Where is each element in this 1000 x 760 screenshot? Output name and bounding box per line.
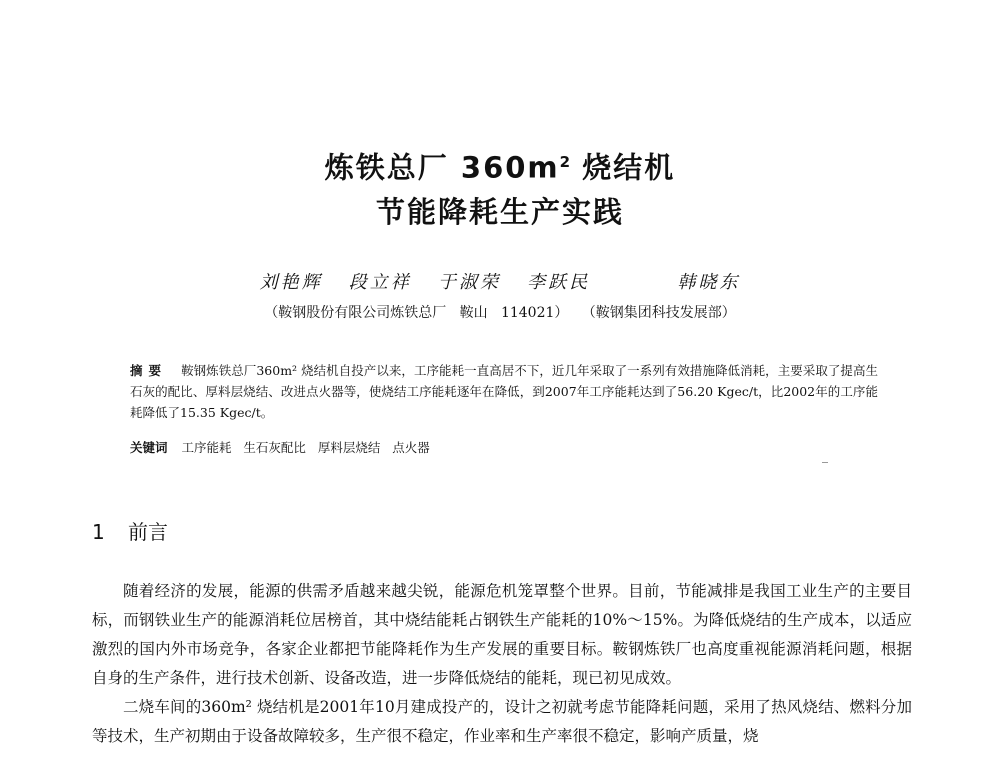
body-text: [92, 577, 912, 751]
keywords-label: 关键词: [130, 440, 168, 455]
paper-title: [0, 140, 1000, 234]
abstract: [130, 360, 878, 423]
title-line-1-text: 炼铁总厂 360m: [324, 150, 560, 185]
keywords-text: 工序能耗 生石灰配比 厚料层烧结 点火器: [181, 440, 430, 455]
author-list: 刘艳辉 段立祥 于淑荣 李跃民 韩晓东: [259, 272, 741, 293]
paragraph-2: 二烧车间的360m² 烧结机是2001年10月建成投产的，设计之初就考虑节能降耗问题，采用了热风烧结、燃料分加等技术，生产初期由于设备故障较多，生产很不稳定，作业率和生产率很不稳定，影响产质量，烧: [92, 698, 912, 745]
abstract-label: 摘要: [130, 363, 168, 378]
affiliation: （鞍钢股份有限公司炼铁总厂 鞍山 114021） （鞍钢集团科技发展部）: [264, 305, 736, 321]
abstract-text: 鞍钢炼铁总厂360m² 烧结机自投产以来，工序能耗一直高居不下，近几年采取了一系列有效措施降低消耗，主要采取了提高生石灰的配比、厚料层烧结、改进点火器等，使烧结工序能耗逐年在降低，到2007年工序能耗达到了56.20 Kgec/t，比2002年的工序能耗降低了15.35 Kgec/t。: [130, 363, 878, 420]
title-line-1-suffix: 烧结机: [570, 150, 676, 185]
section-heading: [92, 516, 168, 545]
section-title: 前言: [128, 520, 168, 544]
keywords: [130, 437, 878, 458]
paragraph-1: 随着经济的发展，能源的供需矛盾越来越尖锐，能源危机笼罩整个世界。目前，节能减排是我国工业生产的主要目标，而钢铁业生产的能源消耗位居榜首，其中烧结能耗占钢铁生产能耗的10%～15%。为降低烧结的生产成本，以适应激烈的国内外市场竞争，各家企业都把节能降耗作为生产发展的重要目标。鞍钢炼铁厂也高度重视能源消耗问题，根据自身的生产条件，进行技术创新、设备改造，进一步降低烧结的能耗，现已初见成效。: [92, 582, 912, 687]
section-number: 1: [92, 520, 105, 544]
title-line-1: [0, 140, 1000, 190]
title-superscript: 2: [559, 153, 571, 171]
title-line-2: 节能降耗生产实践: [375, 194, 624, 229]
scan-mark: [822, 462, 828, 463]
